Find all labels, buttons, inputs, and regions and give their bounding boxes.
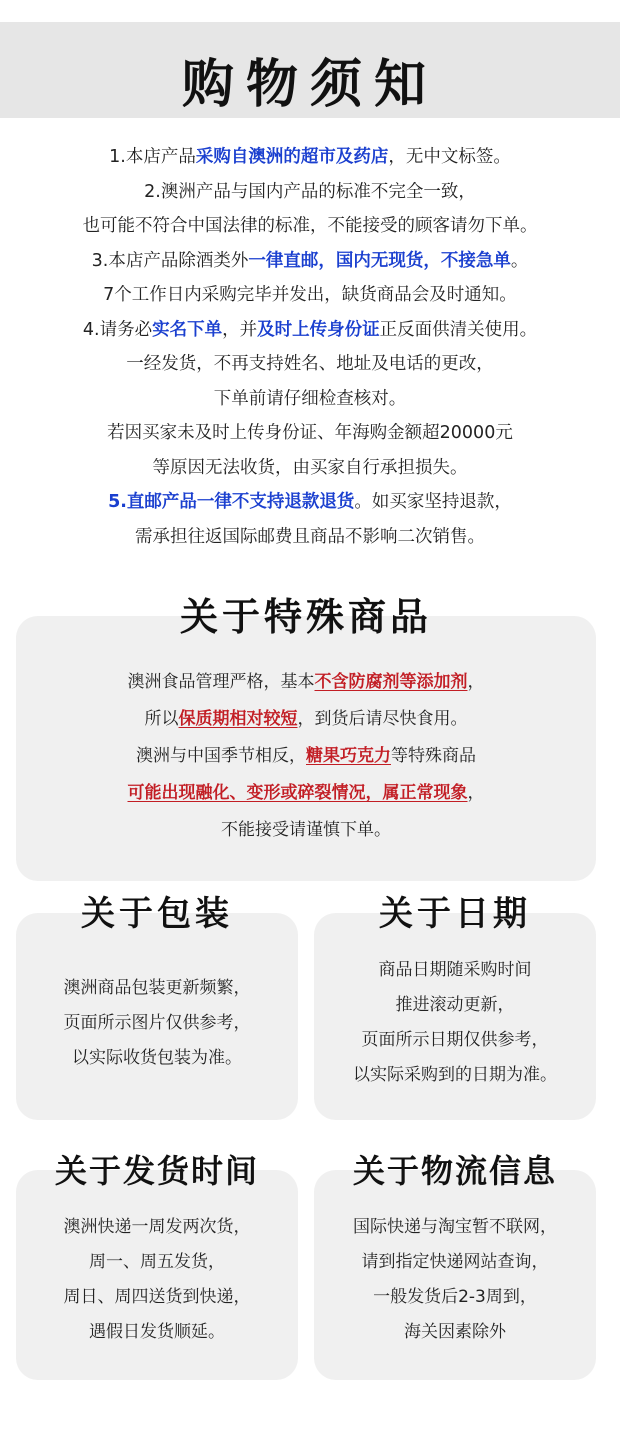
text-line xyxy=(16,1315,298,1350)
notice-section xyxy=(0,140,620,554)
logistics-card xyxy=(314,1170,596,1380)
date-text xyxy=(314,953,596,1093)
text-line xyxy=(16,1210,298,1245)
text-line xyxy=(16,812,596,849)
shipping-title: 关于发货时间 xyxy=(54,1152,259,1190)
text-line xyxy=(16,775,596,812)
text-segment: 等原因无法收货，由买家自行承担损失。 xyxy=(152,457,468,478)
text-segment: 所以 xyxy=(144,709,179,729)
shipping-card xyxy=(16,1170,298,1380)
text-line xyxy=(0,520,620,555)
text-segment: 也可能不符合中国法律的标准，不能接受的顾客请勿下单。 xyxy=(82,216,538,236)
text-segment: 遇假日发货顺延。 xyxy=(89,1322,225,1342)
special-goods-text xyxy=(16,664,596,849)
text-segment: ，无中文标签。 xyxy=(388,147,511,167)
highlight-text: 及时上传身份证 xyxy=(257,319,380,340)
text-line xyxy=(16,1006,298,1041)
text-line xyxy=(0,485,620,520)
text-segment: 一般发货后2-3周到， xyxy=(373,1287,537,1307)
text-segment: 周一、周五发货， xyxy=(89,1252,225,1272)
text-segment: 海关因素除外 xyxy=(404,1322,506,1342)
text-line xyxy=(0,278,620,313)
text-segment: 页面所示图片仅供参考， xyxy=(63,1013,251,1033)
text-segment: ，到货后请尽快食用。 xyxy=(297,709,468,729)
text-segment: ， xyxy=(467,672,485,692)
text-line xyxy=(0,140,620,175)
text-segment: 需承担往返国际邮费且商品不影响二次销售。 xyxy=(135,526,485,547)
text-segment: 不能接受请谨慎下单。 xyxy=(221,820,391,840)
text-line xyxy=(16,1280,298,1315)
text-line xyxy=(314,1210,596,1245)
text-segment: 澳洲食品管理严格，基本 xyxy=(127,672,315,692)
highlight-text: 糖果巧克力 xyxy=(306,746,391,766)
text-segment: ，并 xyxy=(222,319,258,340)
highlight-text: 5.直邮产品一律不支持退款退货 xyxy=(108,492,355,512)
text-segment: 。如买家坚持退款， xyxy=(354,492,512,512)
text-line xyxy=(16,1041,298,1076)
text-segment: 4.请务必 xyxy=(82,319,153,340)
text-segment: 请到指定快递网站查询， xyxy=(361,1252,549,1272)
logistics-text xyxy=(314,1210,596,1350)
text-line xyxy=(16,701,596,738)
text-segment: 2.澳洲产品与国内产品的标准不完全一致， xyxy=(144,181,476,202)
text-segment: 以实际收货包装为准。 xyxy=(72,1048,242,1068)
highlight-text: 不含防腐剂等添加剂 xyxy=(314,672,468,692)
text-segment: 1.本店产品 xyxy=(109,147,196,167)
text-segment: ， xyxy=(467,783,485,803)
text-segment: 澳洲商品包装更新频繁， xyxy=(63,978,251,998)
text-segment: 7个工作日内采购完毕并发出，缺货商品会及时通知。 xyxy=(103,285,517,305)
logistics-title: 关于物流信息 xyxy=(352,1152,557,1190)
text-segment: 若因买家未及时上传身份证、年海购金额超20000元 xyxy=(107,423,513,443)
text-line xyxy=(314,1023,596,1058)
text-segment: 以实际采购到的日期为准。 xyxy=(353,1065,557,1085)
text-line xyxy=(314,1315,596,1350)
date-card xyxy=(314,913,596,1120)
packaging-title: 关于包装 xyxy=(81,894,233,934)
packaging-card xyxy=(16,913,298,1120)
text-line xyxy=(0,175,620,210)
text-segment: 下单前请仔细检查核对。 xyxy=(213,388,407,409)
text-line xyxy=(0,209,620,244)
date-title: 关于日期 xyxy=(379,894,531,934)
text-segment: 周日、周四送货到快递， xyxy=(63,1287,251,1307)
text-segment: 推进滚动更新， xyxy=(395,995,515,1015)
text-line xyxy=(16,1245,298,1280)
highlight-text: 采购自澳洲的超市及药店 xyxy=(195,147,389,167)
text-segment: 等特殊商品 xyxy=(391,746,476,766)
text-segment: 国际快递与淘宝暂不联网， xyxy=(353,1217,557,1237)
shipping-text xyxy=(16,1210,298,1350)
highlight-text: 一律直邮，国内无现货，不接急单 xyxy=(248,250,511,271)
page-title: 购物须知 xyxy=(181,54,438,115)
text-line xyxy=(0,382,620,417)
text-segment: 澳洲快递一周发两次货， xyxy=(63,1217,251,1237)
text-line xyxy=(16,664,596,701)
text-line xyxy=(314,1245,596,1280)
text-line xyxy=(314,1058,596,1093)
text-line xyxy=(0,244,620,279)
text-segment: 。 xyxy=(510,250,529,271)
highlight-text: 可能出现融化、变形或碎裂情况，属正常现象 xyxy=(127,783,468,803)
text-line xyxy=(314,1280,596,1315)
text-line xyxy=(16,738,596,775)
text-line xyxy=(16,971,298,1006)
text-line xyxy=(314,953,596,988)
text-segment: 正反面供清关使用。 xyxy=(379,319,538,340)
text-segment: 一经发货，不再支持姓名、地址及电话的更改， xyxy=(126,354,494,374)
highlight-text: 实名下单 xyxy=(152,319,223,340)
packaging-text xyxy=(16,971,298,1076)
text-line xyxy=(0,451,620,486)
highlight-text: 保质期相对较短 xyxy=(178,709,298,729)
text-segment: 3.本店产品除酒类外 xyxy=(91,250,249,271)
special-goods-card xyxy=(16,616,596,881)
text-segment: 商品日期随采购时间 xyxy=(378,960,532,980)
text-line xyxy=(0,416,620,451)
text-line xyxy=(314,988,596,1023)
special-goods-title: 关于特殊商品 xyxy=(179,594,432,639)
text-line xyxy=(0,313,620,348)
text-line xyxy=(0,347,620,382)
text-segment: 页面所示日期仅供参考， xyxy=(361,1030,549,1050)
text-segment: 澳洲与中国季节相反， xyxy=(136,746,306,766)
